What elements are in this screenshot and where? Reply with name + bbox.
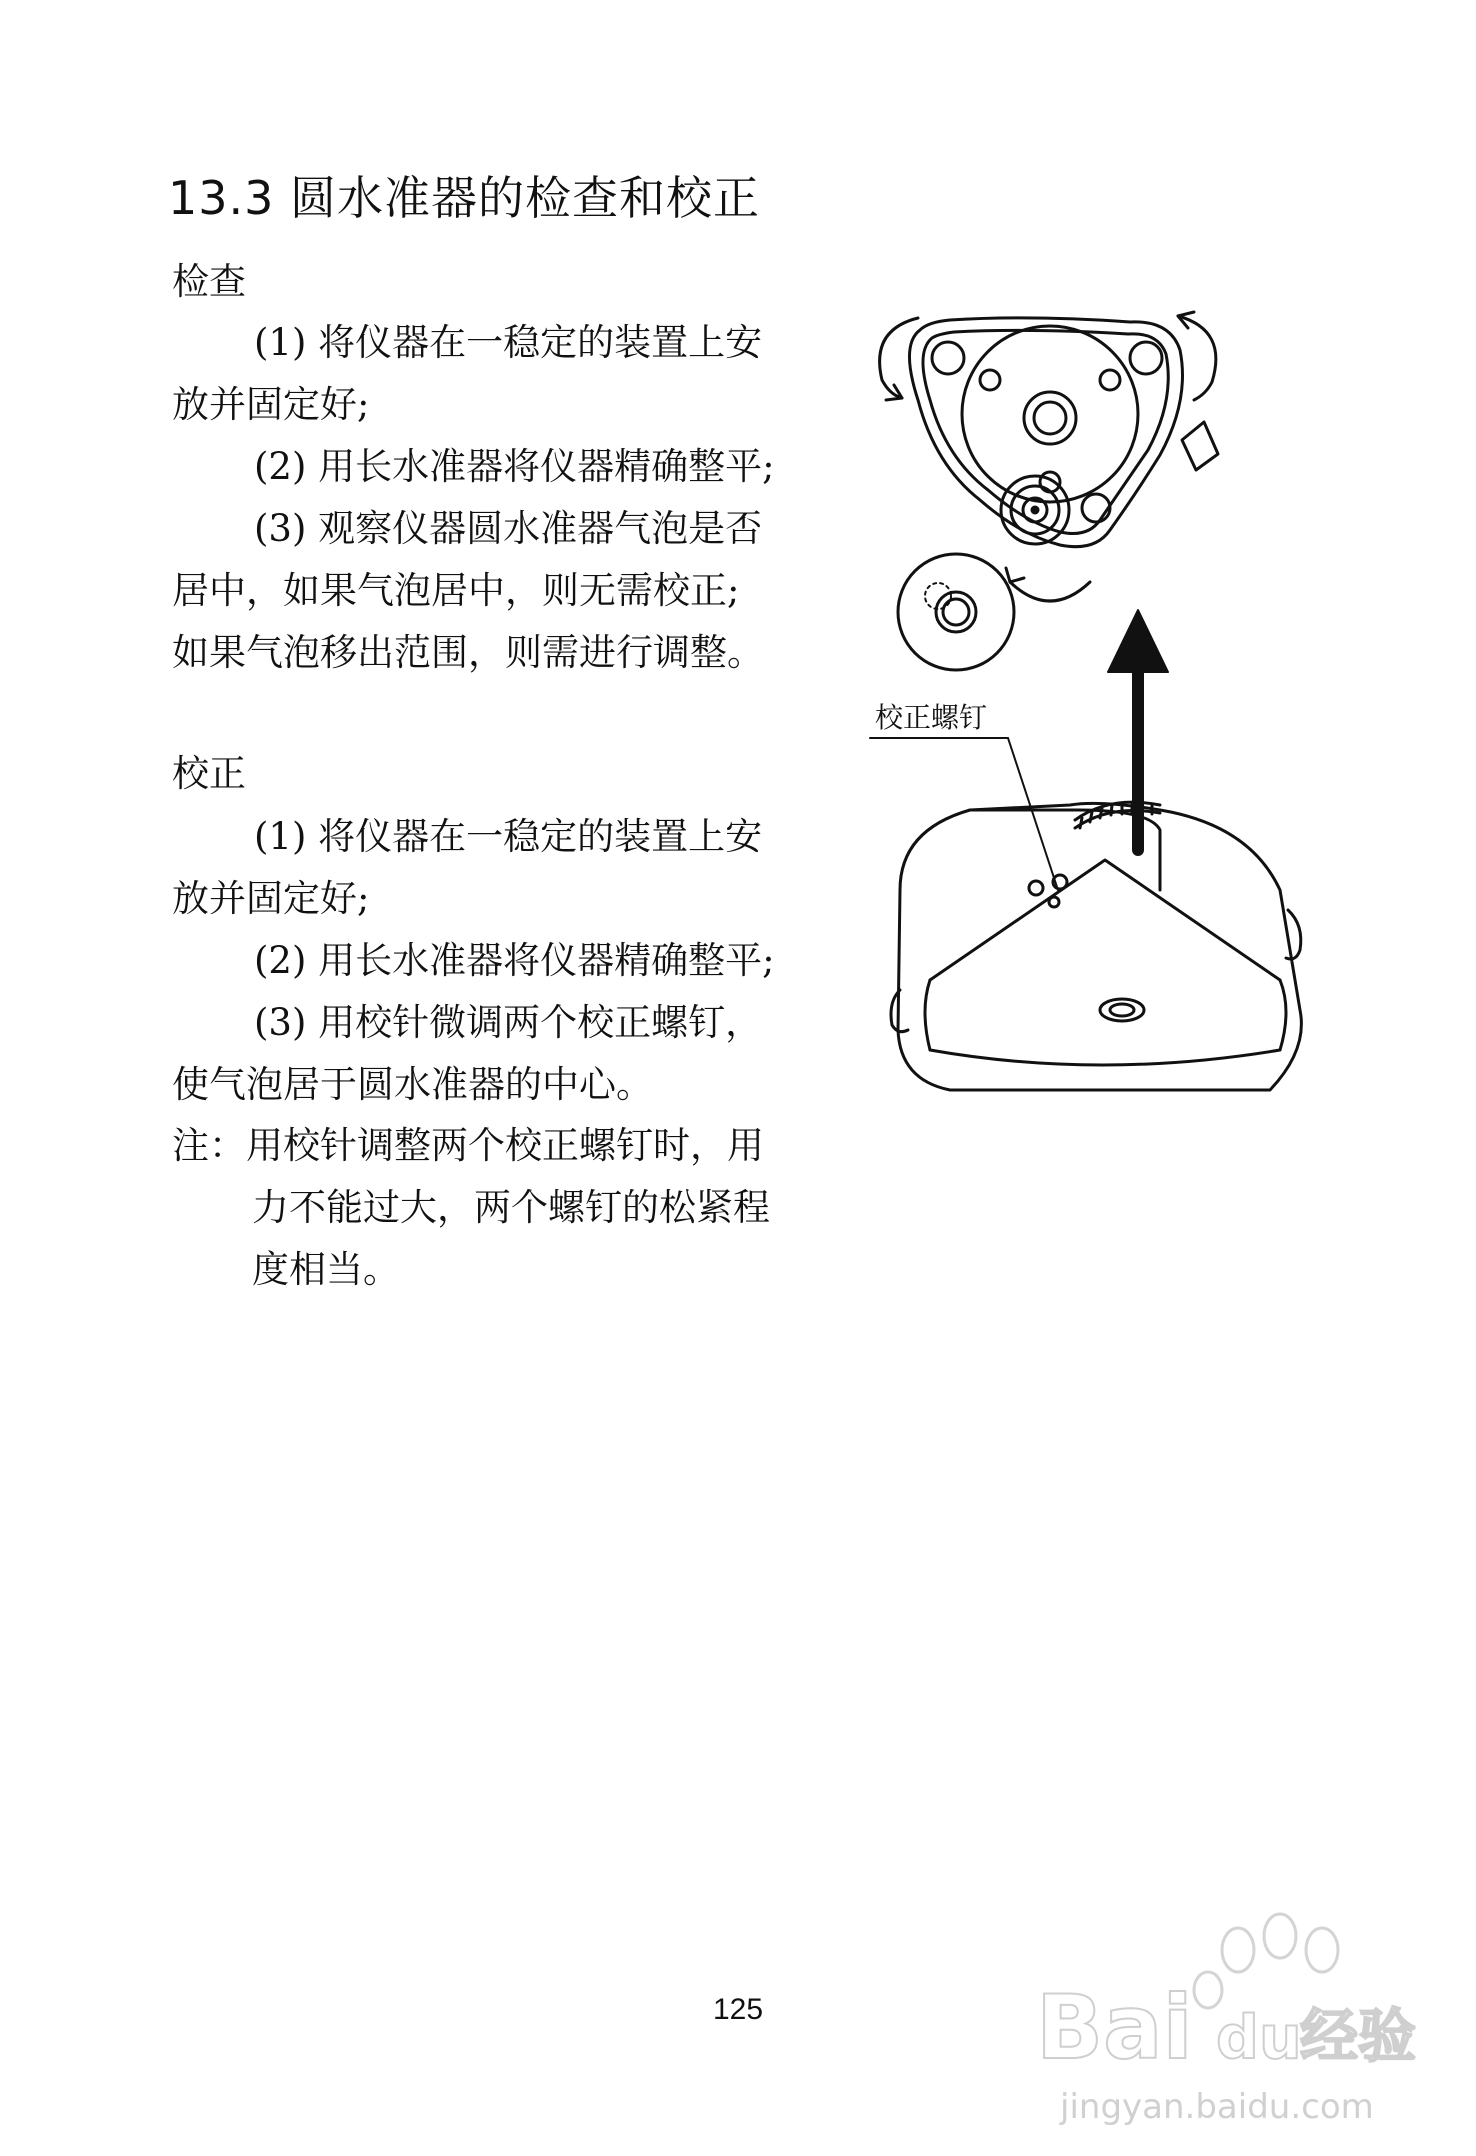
watermark-du: du bbox=[1216, 2003, 1302, 2073]
caption-leader bbox=[1008, 738, 1058, 890]
correction-line: (1) 将仪器在一稳定的装置上安 bbox=[254, 815, 763, 858]
upward-arrow-head bbox=[1108, 610, 1168, 672]
disc-screw-bottom bbox=[1040, 472, 1060, 492]
page-number: 125 bbox=[712, 1993, 764, 2026]
note-block bbox=[172, 1115, 832, 1301]
magnified-level-outer bbox=[898, 554, 1014, 670]
center-hole-outer bbox=[1024, 392, 1076, 444]
foot-screw-left bbox=[932, 342, 964, 374]
note-line: 度相当。 bbox=[252, 1248, 400, 1291]
foot-screw-bottom bbox=[1082, 494, 1110, 522]
section-title: 13.3 圆水准器的检查和校正 bbox=[168, 171, 761, 225]
rotate-arrow-bottom bbox=[1010, 582, 1090, 601]
base-bottom-edge bbox=[930, 1050, 1280, 1065]
inspection-line: (1) 将仪器在一稳定的装置上安 bbox=[254, 321, 763, 364]
watermark-bai: Bai bbox=[1036, 1976, 1193, 2079]
inspection-line: (3) 观察仪器圆水准器气泡是否 bbox=[254, 507, 763, 550]
correction-line: (3) 用校针微调两个校正螺钉， bbox=[254, 1001, 763, 1044]
adjusting-screw-3 bbox=[1049, 897, 1059, 907]
paw-toe-2 bbox=[1264, 1914, 1296, 1958]
base-front-edge bbox=[925, 980, 1286, 1050]
correction-heading: 校正 bbox=[172, 752, 246, 795]
baidu-watermark-logo bbox=[1030, 1910, 1440, 2140]
inspection-line: 居中，如果气泡居中，则无需校正; bbox=[172, 569, 740, 612]
magnified-level-ring-inner bbox=[943, 599, 969, 625]
inspection-line: 如果气泡移出范围，则需进行调整。 bbox=[172, 631, 764, 674]
base-front-face bbox=[930, 860, 1280, 980]
adjusting-screw-1 bbox=[1029, 881, 1043, 895]
knurled-ring bbox=[1075, 802, 1160, 828]
inspection-line: (2) 用长水准器将仪器精确整平; bbox=[254, 445, 775, 488]
watermark-cn: 经验 bbox=[1300, 2002, 1417, 2070]
inspection-steps bbox=[172, 312, 812, 684]
foot-screw-right bbox=[1130, 342, 1162, 374]
disc-screw-left bbox=[980, 370, 1000, 390]
base-thread-hole-outer bbox=[1100, 999, 1144, 1021]
watermark-url: jingyan.baidu.com bbox=[1060, 2087, 1374, 2127]
central-disc bbox=[962, 326, 1138, 502]
rotate-arrow-bottom-head bbox=[1006, 568, 1024, 582]
base-thread-hole-inner bbox=[1110, 1004, 1134, 1016]
correction-line: (2) 用长水准器将仪器精确整平; bbox=[254, 939, 775, 982]
correction-line: 使气泡居于圆水准器的中心。 bbox=[172, 1063, 653, 1106]
inspection-heading: 检查 bbox=[172, 260, 246, 303]
rotate-arrow-right bbox=[1178, 316, 1216, 400]
inspection-line: 放并固定好; bbox=[172, 383, 370, 426]
base-body-outline bbox=[898, 803, 1301, 1090]
paw-toe-1 bbox=[1222, 1928, 1254, 1972]
correction-line: 放并固定好; bbox=[172, 877, 370, 920]
disc-screw-right bbox=[1100, 370, 1120, 390]
circular-level-dot bbox=[1032, 507, 1038, 513]
center-hole-inner bbox=[1034, 402, 1066, 434]
note-line: 注：用校针调整两个校正螺钉时，用 bbox=[172, 1124, 764, 1167]
figure-caption: 校正螺钉 bbox=[875, 701, 988, 734]
paw-toe-3 bbox=[1306, 1928, 1338, 1972]
correction-steps bbox=[172, 806, 812, 1116]
note-line: 力不能过大，两个螺钉的松紧程 bbox=[252, 1186, 770, 1229]
side-knob bbox=[1182, 422, 1218, 470]
rotate-arrow-left bbox=[880, 318, 918, 398]
